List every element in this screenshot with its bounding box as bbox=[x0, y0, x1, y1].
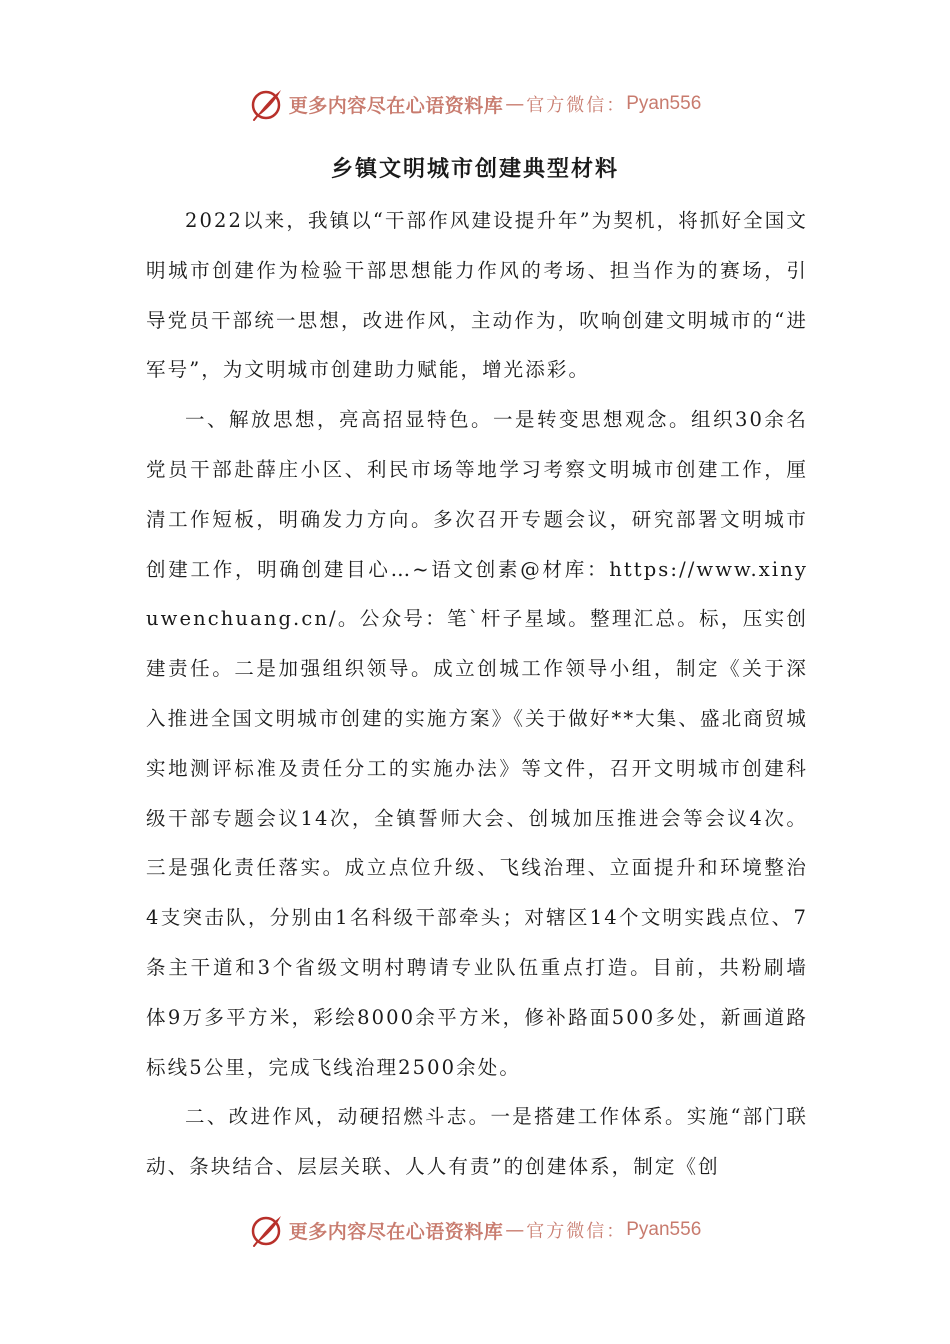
header-banner bbox=[0, 82, 950, 126]
banner-dash: — bbox=[505, 1219, 525, 1241]
quill-pen-logo-icon bbox=[249, 86, 285, 122]
paragraph-section-2: 二、改进作风，动硬招燃斗志。一是搭建工作体系。实施“部门联动、条块结合、层层关联、人人有责”的创建体系，制定《创 bbox=[146, 1105, 808, 1179]
banner-text: 更多内容尽在心语资料库 bbox=[288, 1220, 504, 1243]
banner-label: 官方微信： bbox=[526, 1221, 627, 1242]
banner-label: 官方微信： bbox=[526, 95, 627, 116]
banner-wechat-id: Pyan556 bbox=[626, 1219, 702, 1240]
document-body bbox=[146, 196, 808, 1192]
banner-text: 更多内容尽在心语资料库 bbox=[288, 94, 504, 117]
footer-banner bbox=[0, 1208, 950, 1252]
banner-wechat-id: Pyan556 bbox=[626, 93, 702, 114]
paragraph-intro: 2022以来，我镇以“干部作风建设提升年”为契机，将抓好全国文明城市创建作为检验干部思想能力作风的考场、担当作为的赛场，引导党员干部统一思想，改进作风，主动作为，吹响创建文明城市的“进军号”，为文明城市创建助力赋能，增光添彩。 bbox=[146, 209, 808, 382]
quill-pen-logo-icon bbox=[249, 1212, 285, 1248]
banner-dash: — bbox=[505, 93, 525, 115]
paragraph-section-1: 一、解放思想，亮高招显特色。一是转变思想观念。组织30余名党员干部赴薛庄小区、利民市场等地学习考察文明城市创建工作，厘清工作短板，明确发力方向。多次召开专题会议，研究部署文明城市创建工作，明确创建目心…~语文创素@材库：https://www.xinyuwenchuang.cn/。公众号：笔`杆子星域。整理汇总。标，压实创建责任。二是加强组织领导。成立创城工作领导小组，制定《关于深入推进全国文明城市创建的实施方案》《关于做好**大集、盛北商贸城实地测评标准及责任分工的实施办法》等文件，召开文明城市创建科级干部专题会议14次，全镇誓师大会、创城加压推进会等会议4次。三是强化责任落实。成立点位升级、飞线治理、立面提升和环境整治4支突击队，分别由1名科级干部牵头；对辖区14个文明实践点位、7条主干道和3个省级文明村聘请专业队伍重点打造。目前，共粉刷墙体9万多平方米，彩绘8000余平方米，修补路面500多处，新画道路标线5公里，完成飞线治理2500余处。 bbox=[146, 408, 808, 1079]
document-title: 乡镇文明城市创建典型材料 bbox=[330, 156, 619, 182]
